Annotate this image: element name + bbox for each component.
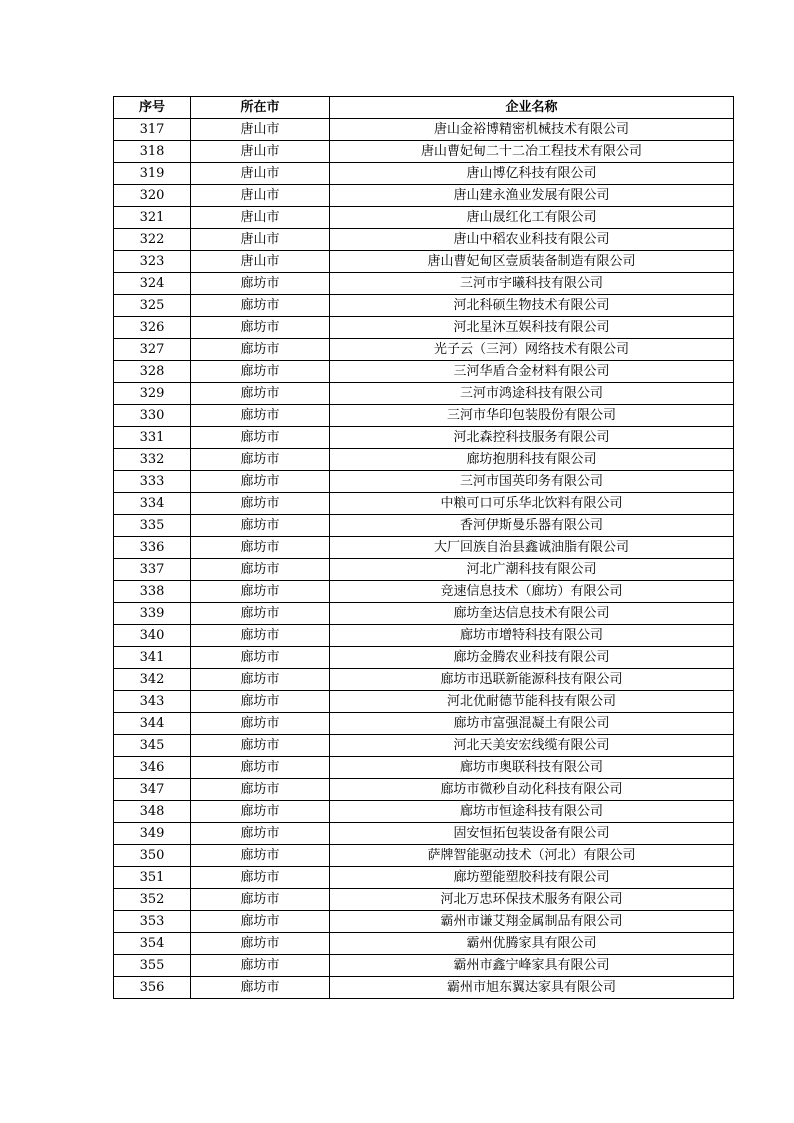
row-city: 唐山市 (191, 251, 330, 273)
row-city: 廊坊市 (191, 889, 330, 911)
row-company-name: 大厂回族自治县鑫诚油脂有限公司 (330, 537, 734, 559)
table-row (114, 229, 734, 251)
row-city: 唐山市 (191, 229, 330, 251)
row-city: 廊坊市 (191, 603, 330, 625)
row-index: 335 (114, 515, 191, 537)
row-company-name: 廊坊市增特科技有限公司 (330, 625, 734, 647)
row-index: 341 (114, 647, 191, 669)
table-row (114, 251, 734, 273)
row-company-name: 河北科硕生物技术有限公司 (330, 295, 734, 317)
enterprise-table (113, 96, 734, 999)
row-company-name: 唐山曹妃甸区壹质装备制造有限公司 (330, 251, 734, 273)
table-row (114, 119, 734, 141)
row-index: 323 (114, 251, 191, 273)
table-row (114, 779, 734, 801)
row-index: 332 (114, 449, 191, 471)
row-city: 廊坊市 (191, 471, 330, 493)
table-row (114, 537, 734, 559)
row-company-name: 河北优耐德节能科技有限公司 (330, 691, 734, 713)
row-city: 廊坊市 (191, 801, 330, 823)
row-company-name: 唐山曹妃甸二十二冶工程技术有限公司 (330, 141, 734, 163)
row-company-name: 河北星沐互娱科技有限公司 (330, 317, 734, 339)
table-row (114, 493, 734, 515)
row-index: 320 (114, 185, 191, 207)
row-company-name: 唐山金裕博精密机械技术有限公司 (330, 119, 734, 141)
row-city: 廊坊市 (191, 339, 330, 361)
row-index: 348 (114, 801, 191, 823)
row-city: 唐山市 (191, 185, 330, 207)
row-city: 廊坊市 (191, 845, 330, 867)
row-city: 廊坊市 (191, 955, 330, 977)
table-row (114, 273, 734, 295)
table-row (114, 823, 734, 845)
table-row (114, 691, 734, 713)
row-company-name: 三河华盾合金材料有限公司 (330, 361, 734, 383)
table-row (114, 933, 734, 955)
row-index: 337 (114, 559, 191, 581)
table-row (114, 669, 734, 691)
row-city: 唐山市 (191, 119, 330, 141)
row-index: 342 (114, 669, 191, 691)
row-index: 329 (114, 383, 191, 405)
row-company-name: 唐山中稻农业科技有限公司 (330, 229, 734, 251)
row-city: 廊坊市 (191, 735, 330, 757)
row-company-name: 廊坊市迅联新能源科技有限公司 (330, 669, 734, 691)
table-body (114, 119, 734, 999)
row-index: 327 (114, 339, 191, 361)
row-index: 326 (114, 317, 191, 339)
row-company-name: 廊坊市微秒自动化科技有限公司 (330, 779, 734, 801)
row-company-name: 河北广潮科技有限公司 (330, 559, 734, 581)
row-index: 352 (114, 889, 191, 911)
row-company-name: 三河市华印包装股份有限公司 (330, 405, 734, 427)
row-index: 339 (114, 603, 191, 625)
row-index: 322 (114, 229, 191, 251)
row-index: 346 (114, 757, 191, 779)
row-index: 324 (114, 273, 191, 295)
row-index: 343 (114, 691, 191, 713)
row-city: 廊坊市 (191, 317, 330, 339)
table-row (114, 449, 734, 471)
row-company-name: 光子云（三河）网络技术有限公司 (330, 339, 734, 361)
row-city: 廊坊市 (191, 449, 330, 471)
row-company-name: 霸州优腾家具有限公司 (330, 933, 734, 955)
row-city: 廊坊市 (191, 537, 330, 559)
header-company-name: 企业名称 (330, 97, 734, 119)
row-index: 347 (114, 779, 191, 801)
row-city: 廊坊市 (191, 779, 330, 801)
row-index: 344 (114, 713, 191, 735)
row-index: 345 (114, 735, 191, 757)
row-city: 唐山市 (191, 207, 330, 229)
row-company-name: 廊坊金腾农业科技有限公司 (330, 647, 734, 669)
row-index: 334 (114, 493, 191, 515)
table-row (114, 141, 734, 163)
row-city: 廊坊市 (191, 867, 330, 889)
row-company-name: 萨牌智能驱动技术（河北）有限公司 (330, 845, 734, 867)
row-index: 340 (114, 625, 191, 647)
row-company-name: 河北万忠环保技术服务有限公司 (330, 889, 734, 911)
table-row (114, 955, 734, 977)
row-index: 328 (114, 361, 191, 383)
row-company-name: 河北森控科技服务有限公司 (330, 427, 734, 449)
row-city: 唐山市 (191, 163, 330, 185)
row-company-name: 竞速信息技术（廊坊）有限公司 (330, 581, 734, 603)
table-header-row (114, 97, 734, 119)
table-row (114, 185, 734, 207)
row-city: 廊坊市 (191, 405, 330, 427)
row-company-name: 唐山建永渔业发展有限公司 (330, 185, 734, 207)
table-row (114, 295, 734, 317)
row-city: 廊坊市 (191, 647, 330, 669)
row-city: 廊坊市 (191, 933, 330, 955)
row-city: 廊坊市 (191, 273, 330, 295)
table-row (114, 889, 734, 911)
row-index: 350 (114, 845, 191, 867)
row-company-name: 廊坊塑能塑胶科技有限公司 (330, 867, 734, 889)
row-index: 325 (114, 295, 191, 317)
table-row (114, 713, 734, 735)
row-city: 廊坊市 (191, 581, 330, 603)
header-index: 序号 (114, 97, 191, 119)
row-company-name: 廊坊市奥联科技有限公司 (330, 757, 734, 779)
row-index: 353 (114, 911, 191, 933)
row-index: 349 (114, 823, 191, 845)
table-row (114, 383, 734, 405)
row-index: 333 (114, 471, 191, 493)
row-city: 廊坊市 (191, 911, 330, 933)
row-company-name: 唐山博亿科技有限公司 (330, 163, 734, 185)
row-company-name: 三河市宇曦科技有限公司 (330, 273, 734, 295)
row-city: 廊坊市 (191, 713, 330, 735)
table-row (114, 625, 734, 647)
table-row (114, 559, 734, 581)
table-row (114, 471, 734, 493)
row-index: 336 (114, 537, 191, 559)
table-row (114, 317, 734, 339)
row-index: 317 (114, 119, 191, 141)
row-company-name: 廊坊市富强混凝土有限公司 (330, 713, 734, 735)
table-row (114, 867, 734, 889)
table-row (114, 801, 734, 823)
row-index: 356 (114, 977, 191, 999)
table-row (114, 163, 734, 185)
row-company-name: 固安恒拓包装设备有限公司 (330, 823, 734, 845)
row-index: 319 (114, 163, 191, 185)
row-company-name: 廊坊抱朋科技有限公司 (330, 449, 734, 471)
table-row (114, 647, 734, 669)
row-city: 廊坊市 (191, 625, 330, 647)
row-city: 廊坊市 (191, 427, 330, 449)
row-city: 廊坊市 (191, 757, 330, 779)
row-city: 廊坊市 (191, 669, 330, 691)
table-row (114, 361, 734, 383)
table-row (114, 515, 734, 537)
row-company-name: 三河市鸿途科技有限公司 (330, 383, 734, 405)
header-city: 所在市 (191, 97, 330, 119)
table-row (114, 339, 734, 361)
row-company-name: 霸州市旭东翼达家具有限公司 (330, 977, 734, 999)
row-index: 331 (114, 427, 191, 449)
table-row (114, 735, 734, 757)
row-city: 廊坊市 (191, 295, 330, 317)
row-city: 廊坊市 (191, 493, 330, 515)
row-index: 321 (114, 207, 191, 229)
row-city: 唐山市 (191, 141, 330, 163)
row-city: 廊坊市 (191, 361, 330, 383)
row-city: 廊坊市 (191, 977, 330, 999)
table-row (114, 757, 734, 779)
row-company-name: 三河市国英印务有限公司 (330, 471, 734, 493)
table-row (114, 581, 734, 603)
row-index: 330 (114, 405, 191, 427)
table-row (114, 427, 734, 449)
row-company-name: 廊坊奎达信息技术有限公司 (330, 603, 734, 625)
table-row (114, 977, 734, 999)
row-city: 廊坊市 (191, 515, 330, 537)
row-company-name: 廊坊市恒途科技有限公司 (330, 801, 734, 823)
row-city: 廊坊市 (191, 691, 330, 713)
row-company-name: 霸州市谦艾翔金属制品有限公司 (330, 911, 734, 933)
row-city: 廊坊市 (191, 559, 330, 581)
row-index: 318 (114, 141, 191, 163)
table-row (114, 207, 734, 229)
table-row (114, 405, 734, 427)
row-company-name: 唐山晟红化工有限公司 (330, 207, 734, 229)
row-index: 338 (114, 581, 191, 603)
row-index: 351 (114, 867, 191, 889)
row-company-name: 中粮可口可乐华北饮料有限公司 (330, 493, 734, 515)
row-index: 354 (114, 933, 191, 955)
row-city: 廊坊市 (191, 823, 330, 845)
row-city: 廊坊市 (191, 383, 330, 405)
row-company-name: 河北天美安宏线缆有限公司 (330, 735, 734, 757)
row-company-name: 霸州市鑫宁峰家具有限公司 (330, 955, 734, 977)
row-company-name: 香河伊斯曼乐器有限公司 (330, 515, 734, 537)
table-row (114, 845, 734, 867)
row-index: 355 (114, 955, 191, 977)
table-row (114, 911, 734, 933)
table-row (114, 603, 734, 625)
